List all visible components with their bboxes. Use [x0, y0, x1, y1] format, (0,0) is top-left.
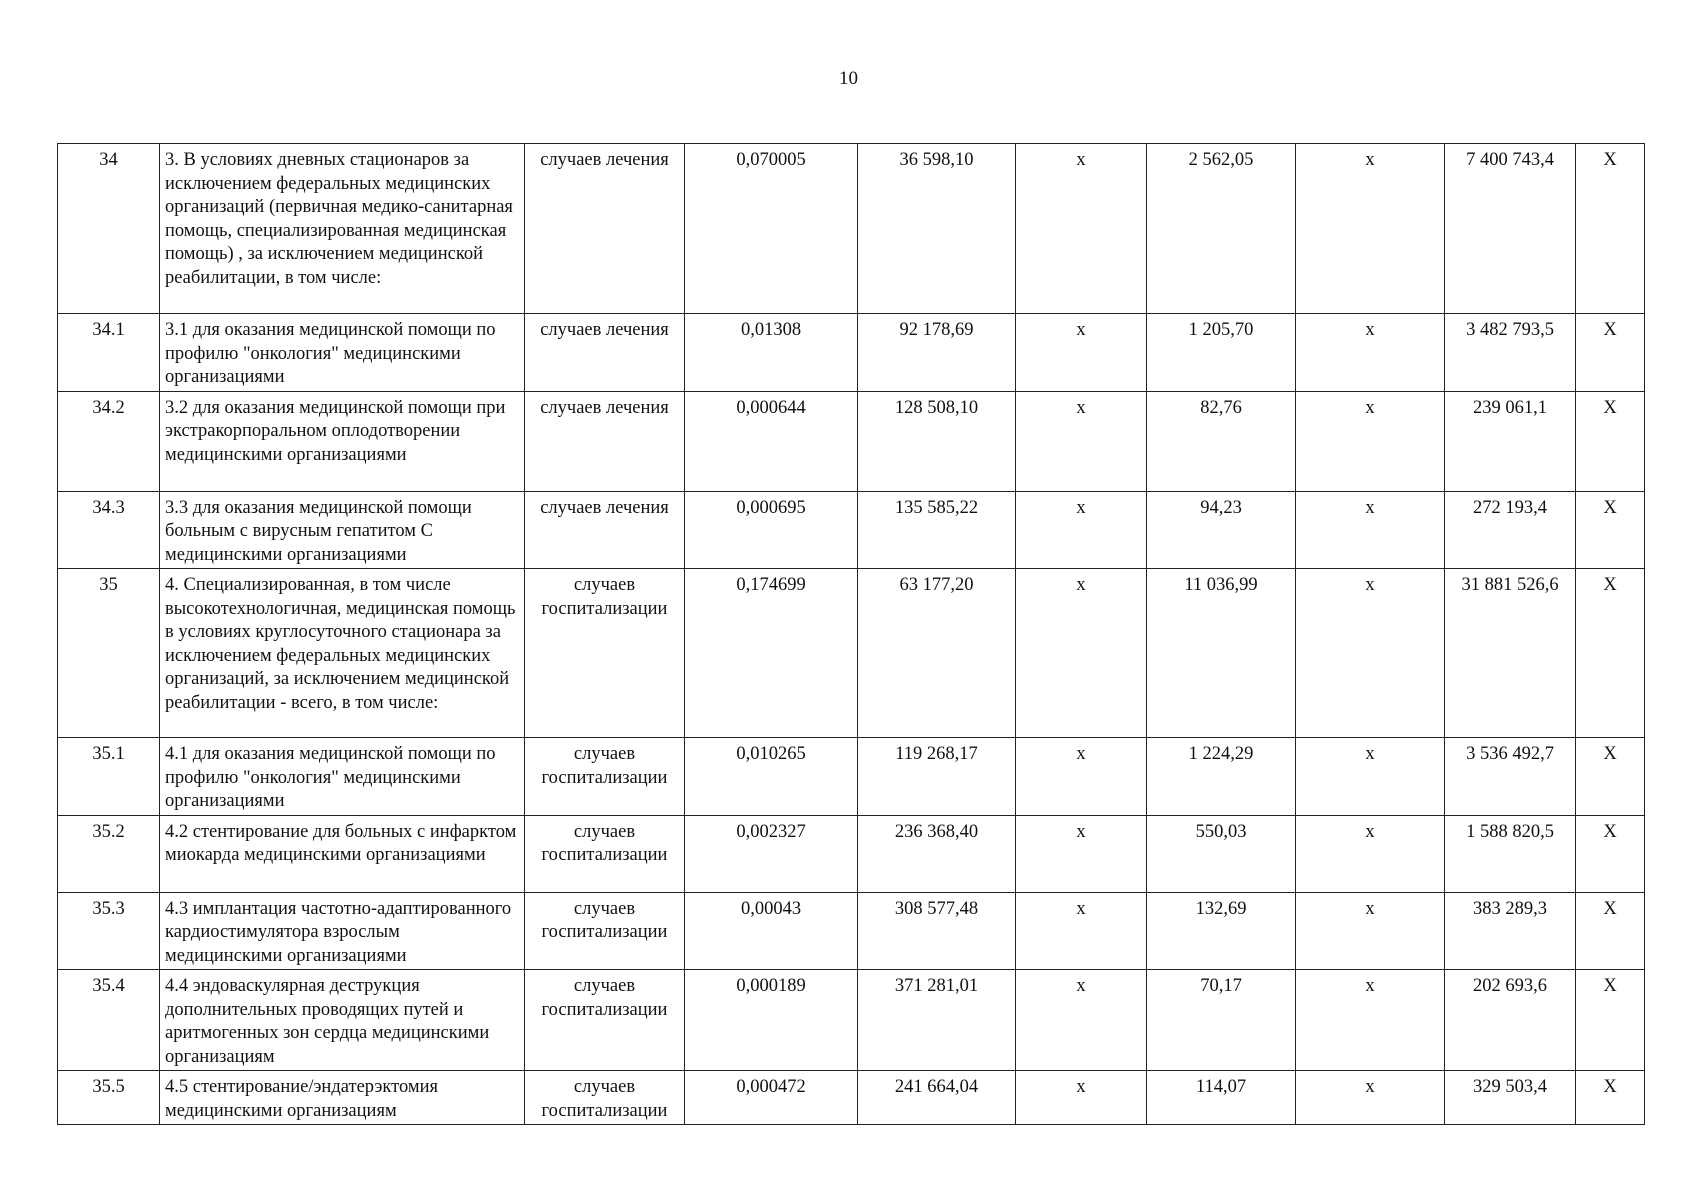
- row-unit: случаев госпитализации: [525, 815, 685, 892]
- table-row: [58, 738, 1645, 816]
- row-value: 11 036,99: [1147, 569, 1296, 738]
- row-value: 1 224,29: [1147, 738, 1296, 816]
- row-cost: 128 508,10: [858, 391, 1016, 491]
- row-description: 3. В условиях дневных стационаров за исключением федеральных медицинских организаций (первичная медико-санитарная помощь, специализированная медицинская помощь) , за исключением медицинской реабилитации, в том числе:: [160, 144, 525, 314]
- row-total: 3 536 492,7: [1445, 738, 1576, 816]
- row-x-mark: х: [1016, 815, 1147, 892]
- row-number: 35.5: [58, 1071, 160, 1125]
- table-row: [58, 314, 1645, 392]
- row-x-mark: х: [1296, 144, 1445, 314]
- row-x-mark: х: [1296, 391, 1445, 491]
- table-row: [58, 970, 1645, 1071]
- row-unit: случаев госпитализации: [525, 738, 685, 816]
- row-unit: случаев лечения: [525, 144, 685, 314]
- row-X-mark: Х: [1576, 815, 1645, 892]
- data-table: [57, 143, 1645, 1125]
- table-row: [58, 144, 1645, 314]
- row-x-mark: х: [1296, 491, 1445, 569]
- row-X-mark: Х: [1576, 970, 1645, 1071]
- row-rate: 0,01308: [685, 314, 858, 392]
- row-rate: 0,000472: [685, 1071, 858, 1125]
- row-X-mark: Х: [1576, 144, 1645, 314]
- row-X-mark: Х: [1576, 569, 1645, 738]
- row-description: 4.2 стентирование для больных с инфарктом миокарда медицинскими организациями: [160, 815, 525, 892]
- row-description: 4.4 эндоваскулярная деструкция дополнительных проводящих путей и аритмогенных зон сердца медицинскими организациям: [160, 970, 525, 1071]
- row-unit: случаев лечения: [525, 491, 685, 569]
- row-x-mark: х: [1296, 738, 1445, 816]
- row-value: 1 205,70: [1147, 314, 1296, 392]
- table-row: [58, 491, 1645, 569]
- table-row: [58, 569, 1645, 738]
- row-x-mark: х: [1296, 815, 1445, 892]
- row-number: 35.2: [58, 815, 160, 892]
- row-cost: 135 585,22: [858, 491, 1016, 569]
- row-number: 35.1: [58, 738, 160, 816]
- row-value: 82,76: [1147, 391, 1296, 491]
- row-total: 202 693,6: [1445, 970, 1576, 1071]
- row-number: 34.1: [58, 314, 160, 392]
- row-x-mark: х: [1016, 1071, 1147, 1125]
- row-unit: случаев лечения: [525, 314, 685, 392]
- row-number: 35.4: [58, 970, 160, 1071]
- row-x-mark: х: [1296, 569, 1445, 738]
- row-rate: 0,010265: [685, 738, 858, 816]
- row-x-mark: х: [1016, 569, 1147, 738]
- row-number: 35.3: [58, 892, 160, 970]
- row-total: 31 881 526,6: [1445, 569, 1576, 738]
- row-X-mark: Х: [1576, 892, 1645, 970]
- row-X-mark: Х: [1576, 738, 1645, 816]
- row-cost: 36 598,10: [858, 144, 1016, 314]
- row-cost: 241 664,04: [858, 1071, 1016, 1125]
- row-x-mark: х: [1016, 144, 1147, 314]
- row-total: 7 400 743,4: [1445, 144, 1576, 314]
- row-x-mark: х: [1016, 391, 1147, 491]
- row-value: 550,03: [1147, 815, 1296, 892]
- row-x-mark: х: [1016, 892, 1147, 970]
- row-description: 4.5 стентирование/эндатерэктомия медицинскими организациям: [160, 1071, 525, 1125]
- row-description: 4. Специализированная, в том числе высокотехнологичная, медицинская помощь в условиях круглосуточного стационара за исключением федеральных медицинских организаций, за исключением медицинской реабилитации - всего, в том числе:: [160, 569, 525, 738]
- table-row: [58, 391, 1645, 491]
- row-cost: 308 577,48: [858, 892, 1016, 970]
- row-rate: 0,000189: [685, 970, 858, 1071]
- row-unit: случаев госпитализации: [525, 1071, 685, 1125]
- page-number: 10: [839, 68, 858, 89]
- row-description: 3.3 для оказания медицинской помощи больным с вирусным гепатитом С медицинскими организациями: [160, 491, 525, 569]
- row-cost: 92 178,69: [858, 314, 1016, 392]
- table-row: [58, 892, 1645, 970]
- row-value: 94,23: [1147, 491, 1296, 569]
- row-number: 34.3: [58, 491, 160, 569]
- row-description: 4.1 для оказания медицинской помощи по профилю "онкология" медицинскими организациями: [160, 738, 525, 816]
- row-number: 34: [58, 144, 160, 314]
- row-rate: 0,174699: [685, 569, 858, 738]
- row-cost: 371 281,01: [858, 970, 1016, 1071]
- row-x-mark: х: [1296, 314, 1445, 392]
- row-description: 3.1 для оказания медицинской помощи по профилю "онкология" медицинскими организациями: [160, 314, 525, 392]
- row-value: 114,07: [1147, 1071, 1296, 1125]
- row-cost: 119 268,17: [858, 738, 1016, 816]
- row-rate: 0,002327: [685, 815, 858, 892]
- row-cost: 63 177,20: [858, 569, 1016, 738]
- row-rate: 0,00043: [685, 892, 858, 970]
- row-X-mark: Х: [1576, 314, 1645, 392]
- row-rate: 0,070005: [685, 144, 858, 314]
- row-description: 4.3 имплантация частотно-адаптированного кардиостимулятора взрослым медицинскими организациями: [160, 892, 525, 970]
- row-unit: случаев госпитализации: [525, 970, 685, 1071]
- row-x-mark: х: [1296, 892, 1445, 970]
- row-number: 35: [58, 569, 160, 738]
- row-number: 34.2: [58, 391, 160, 491]
- row-x-mark: х: [1296, 970, 1445, 1071]
- row-total: 383 289,3: [1445, 892, 1576, 970]
- row-X-mark: Х: [1576, 1071, 1645, 1125]
- row-unit: случаев госпитализации: [525, 892, 685, 970]
- row-total: 1 588 820,5: [1445, 815, 1576, 892]
- table-row: [58, 1071, 1645, 1125]
- row-description: 3.2 для оказания медицинской помощи при экстракорпоральном оплодотворении медицинскими организациями: [160, 391, 525, 491]
- table-row: [58, 815, 1645, 892]
- row-rate: 0,000644: [685, 391, 858, 491]
- row-value: 2 562,05: [1147, 144, 1296, 314]
- row-value: 132,69: [1147, 892, 1296, 970]
- row-total: 239 061,1: [1445, 391, 1576, 491]
- row-x-mark: х: [1016, 314, 1147, 392]
- row-value: 70,17: [1147, 970, 1296, 1071]
- row-X-mark: Х: [1576, 391, 1645, 491]
- row-total: 329 503,4: [1445, 1071, 1576, 1125]
- row-x-mark: х: [1016, 970, 1147, 1071]
- row-cost: 236 368,40: [858, 815, 1016, 892]
- row-x-mark: х: [1016, 491, 1147, 569]
- row-total: 3 482 793,5: [1445, 314, 1576, 392]
- row-total: 272 193,4: [1445, 491, 1576, 569]
- row-rate: 0,000695: [685, 491, 858, 569]
- row-x-mark: х: [1016, 738, 1147, 816]
- row-unit: случаев лечения: [525, 391, 685, 491]
- row-X-mark: Х: [1576, 491, 1645, 569]
- row-unit: случаев госпитализации: [525, 569, 685, 738]
- row-x-mark: х: [1296, 1071, 1445, 1125]
